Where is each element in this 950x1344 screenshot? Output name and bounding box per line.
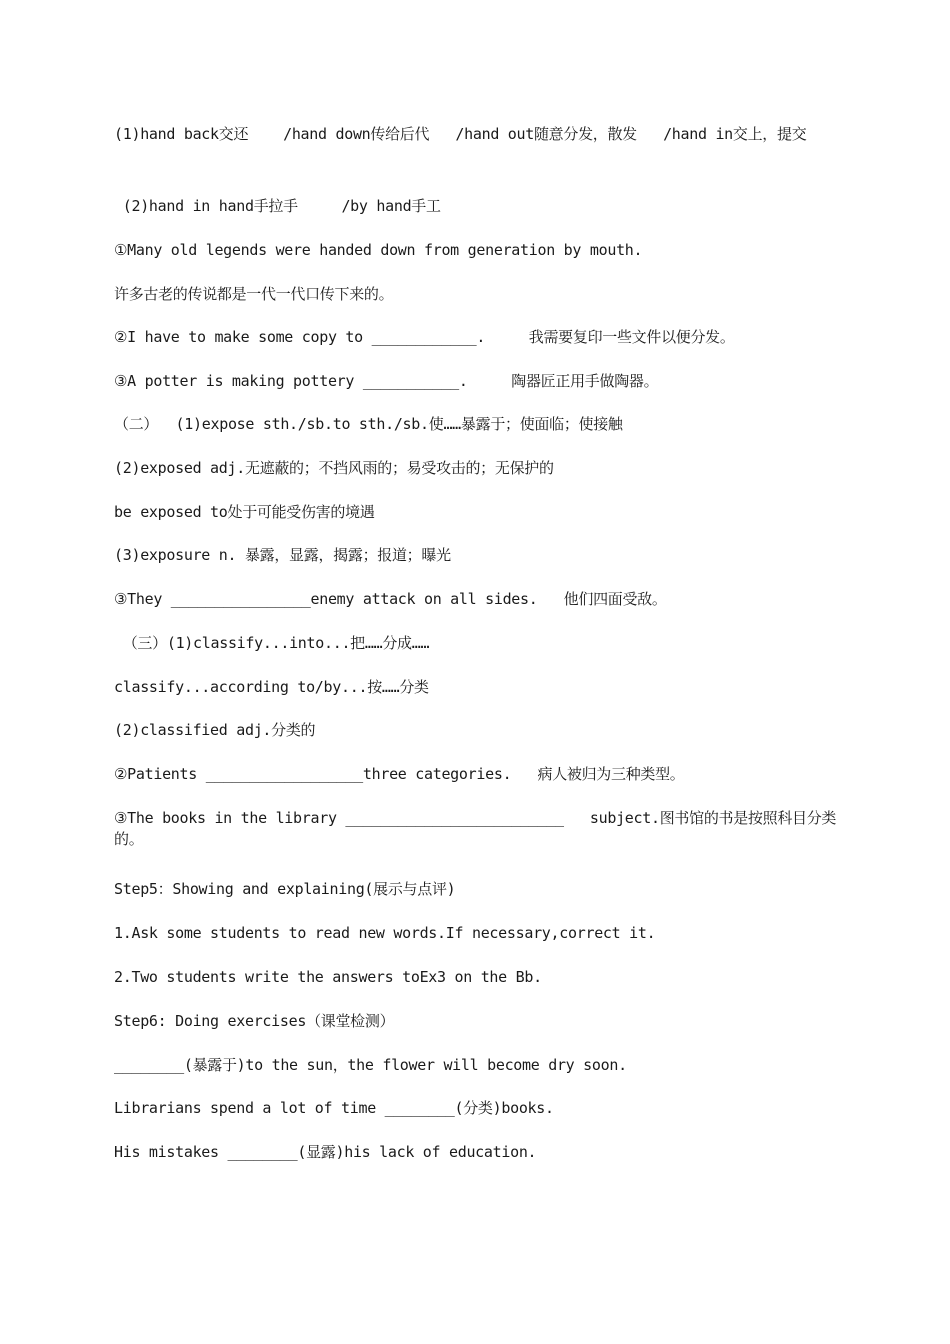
text-line: His mistakes ________(显露)his lack of education. bbox=[114, 1143, 537, 1161]
text-line: Step6: Doing exercises（课堂检测） bbox=[114, 1012, 395, 1030]
text-line: 许多古老的传说都是一代一代口传下来的。 bbox=[114, 285, 394, 303]
text-line: ①Many old legends were handed down from generation by mouth. bbox=[114, 241, 643, 259]
text-line: （二） (1)expose sth./sb.to sth./sb.使……暴露于；使面临；使接触 bbox=[114, 415, 623, 433]
text-line: ③They ________________enemy attack on all sides. 他们四面受敌。 bbox=[114, 590, 667, 608]
text-line: (1)hand back交还 /hand down传给后代 /hand out随意分发，散发 /hand in交上，提交 bbox=[114, 125, 807, 143]
text-line: Librarians spend a lot of time ________(分类)books. bbox=[114, 1099, 554, 1117]
text-line: be exposed to处于可能受伤害的境遇 bbox=[114, 503, 375, 521]
text-line: Step5：Showing and explaining(展示与点评) bbox=[114, 880, 456, 898]
text-line: ②Patients __________________three categories. 病人被归为三种类型。 bbox=[114, 765, 685, 783]
text-line: ③A potter is making pottery ___________. 陶器匠正用手做陶器。 bbox=[114, 372, 659, 390]
text-line: 1.Ask some students to read new words.If necessary,correct it. bbox=[114, 924, 656, 942]
text-line: (3)exposure n. 暴露，显露，揭露；报道；曝光 bbox=[114, 546, 451, 564]
text-line: (2)exposed adj.无遮蔽的；不挡风雨的；易受攻击的；无保护的 bbox=[114, 459, 554, 477]
text-line: classify...according to/by...按……分类 bbox=[114, 678, 429, 696]
text-line: ③The books in the library _________________________ subject.图书馆的书是按照科目分类的。 bbox=[114, 809, 837, 848]
text-line: （三）(1)classify...into...把……分成…… bbox=[114, 634, 430, 652]
text-line: (2)classified adj.分类的 bbox=[114, 721, 316, 739]
text-line: ②I have to make some copy to ____________. 我需要复印一些文件以便分发。 bbox=[114, 328, 735, 346]
text-line: 2.Two students write the answers toEx3 on the Bb. bbox=[114, 968, 542, 986]
text-line: (2)hand in hand手拉手 /by hand手工 bbox=[114, 197, 441, 215]
text-line: ________(暴露于)to the sun，the flower will become dry soon. bbox=[114, 1056, 627, 1074]
